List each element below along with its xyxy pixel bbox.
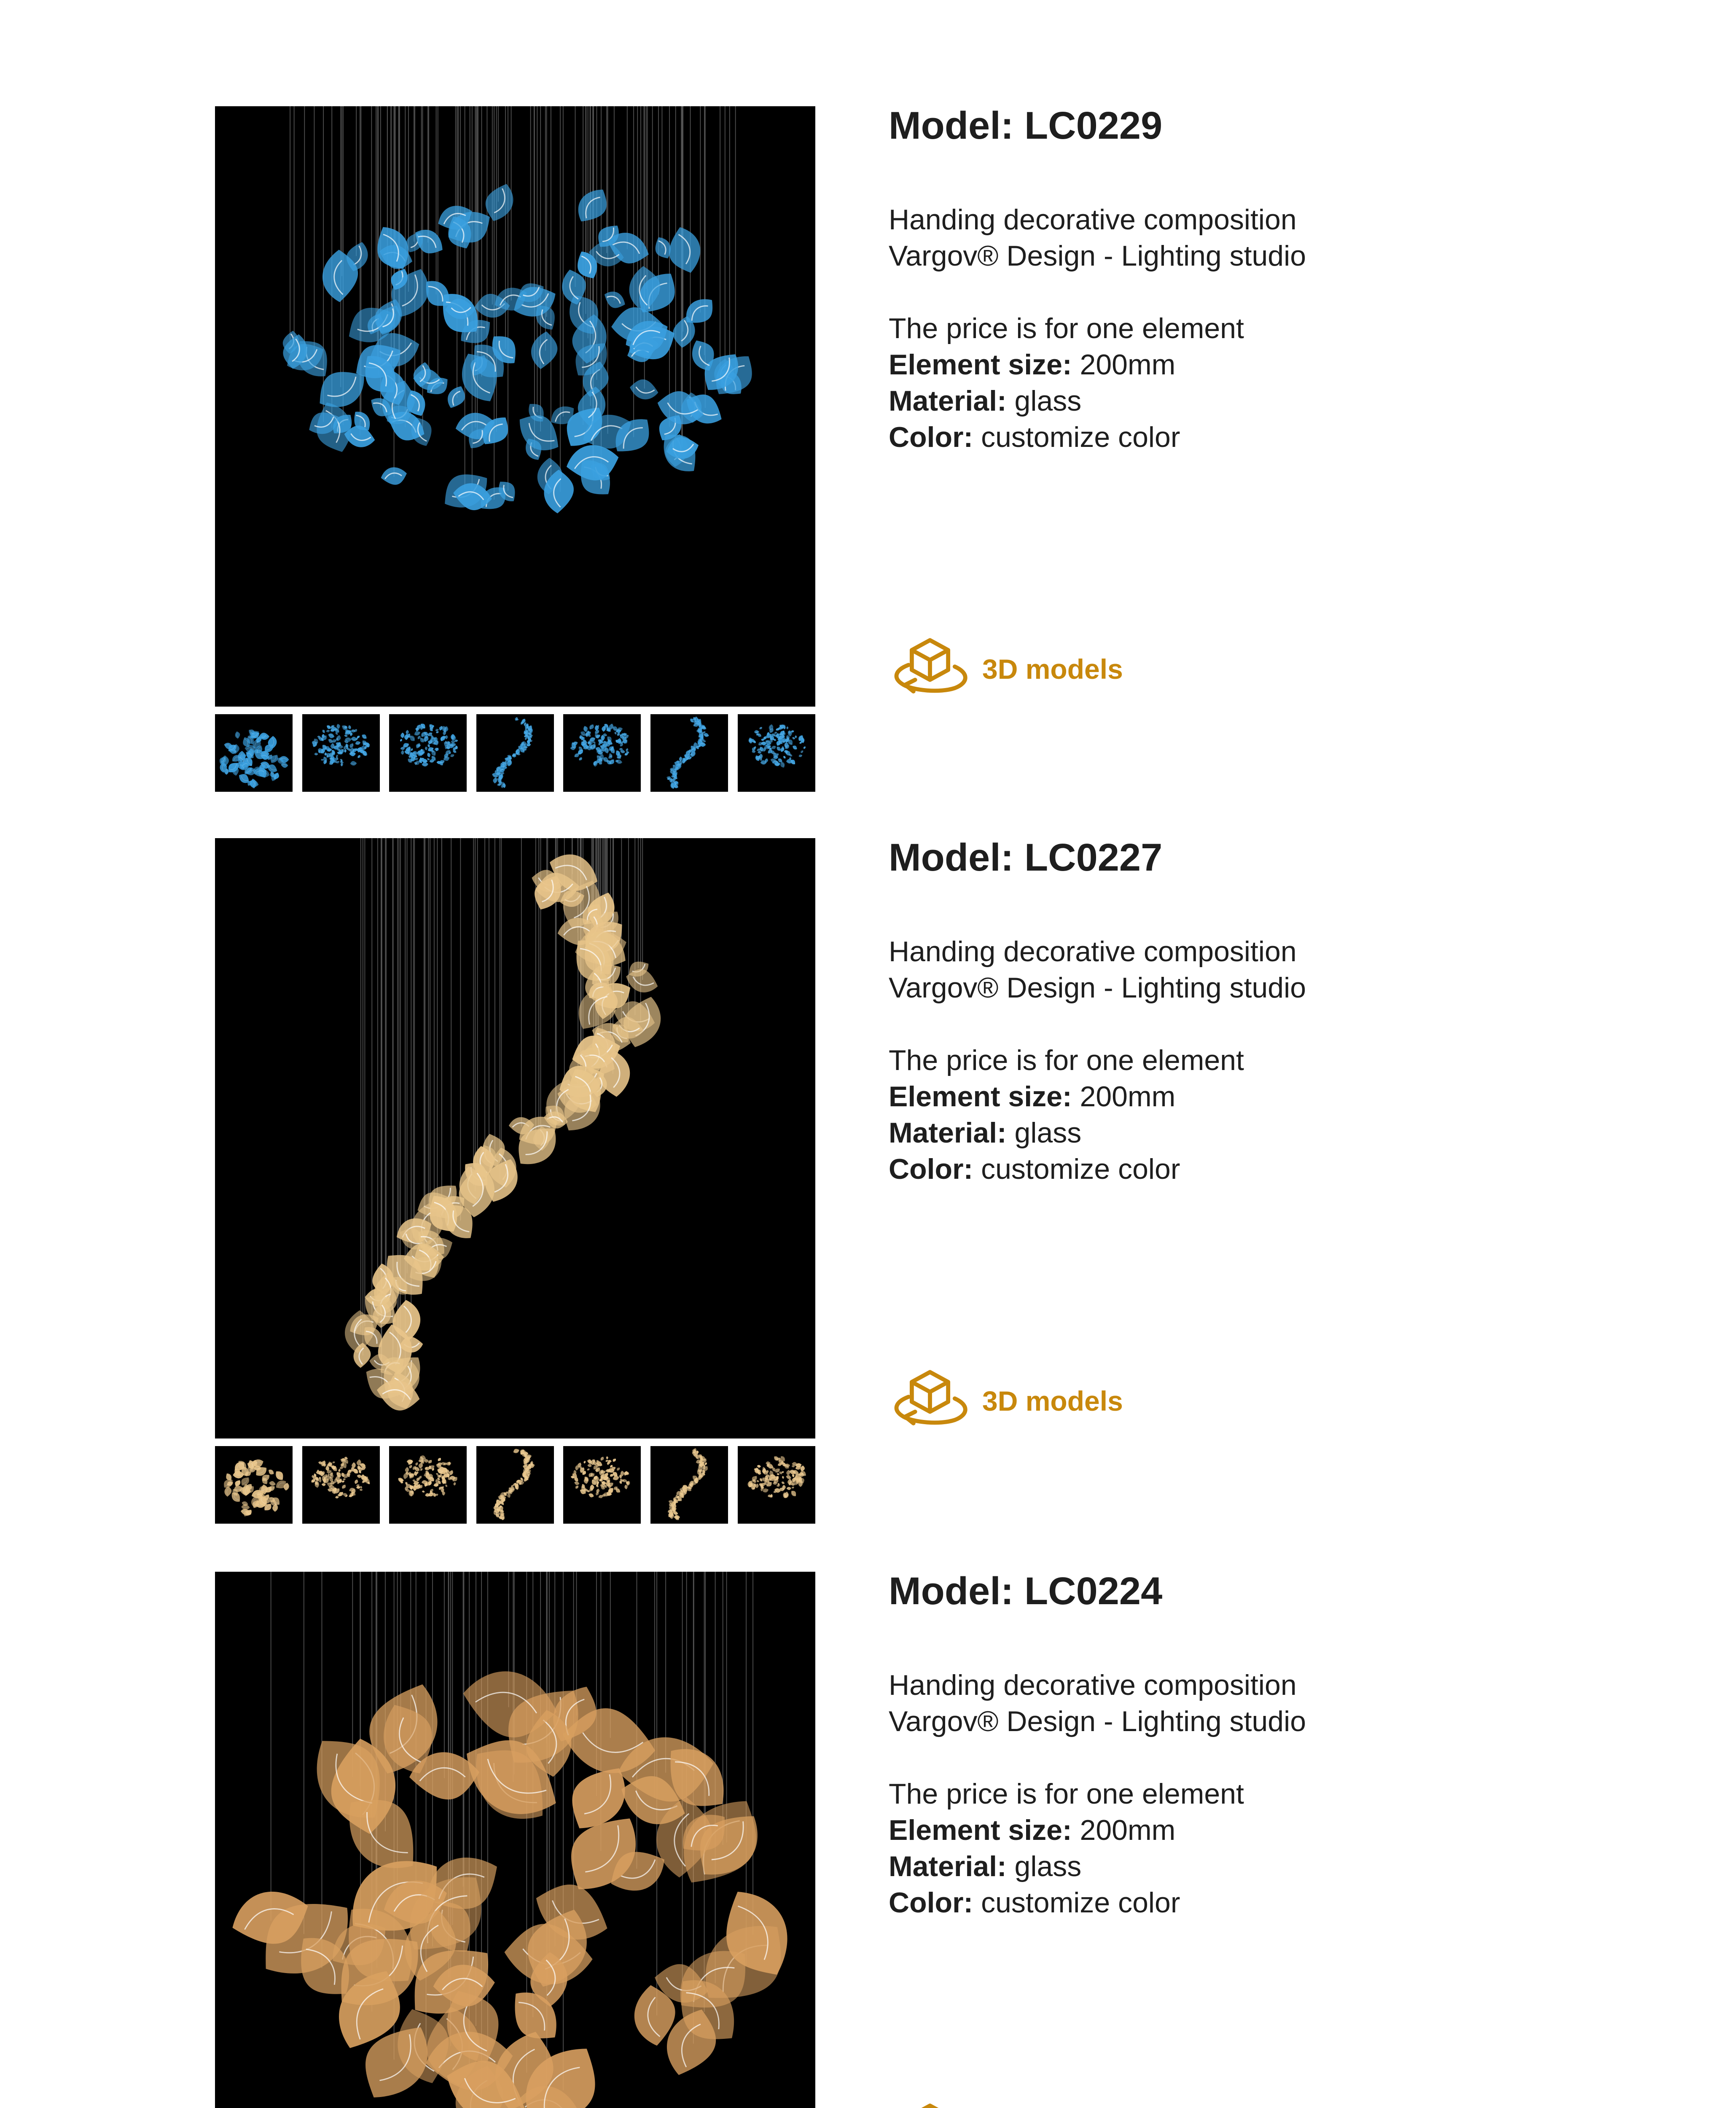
chandelier-art — [215, 1572, 815, 2108]
price-note: The price is for one element — [889, 1778, 1244, 1810]
thumbnail-art — [389, 1446, 467, 1524]
description-line: Handing decorative composition — [889, 1669, 1297, 1701]
material: Material: glass — [889, 1117, 1082, 1149]
thumbnail-6[interactable] — [650, 1446, 728, 1524]
3d-models-link[interactable] — [889, 2099, 1123, 2108]
color: Color: customize color — [889, 1887, 1180, 1919]
color: Color: customize color — [889, 421, 1180, 453]
3d-models-link[interactable] — [889, 1365, 1123, 1437]
thumbnail-1[interactable] — [215, 1446, 293, 1524]
thumbnail-2[interactable] — [302, 714, 380, 792]
element-size: Element size: 200mm — [889, 1814, 1176, 1846]
product-lc0224 — [0, 1572, 1736, 2108]
model-title: Model: LC0224 — [889, 1570, 1163, 1613]
3d-models-link[interactable] — [889, 633, 1123, 705]
chandelier-art — [215, 838, 815, 1438]
thumbnail-6[interactable] — [650, 714, 728, 792]
chandelier-art — [215, 106, 815, 707]
product-lc0229 — [0, 106, 1736, 840]
thumbnail-2[interactable] — [302, 1446, 380, 1524]
3d-cube-rotate-icon — [889, 633, 971, 705]
product-description — [889, 202, 1306, 455]
element-size: Element size: 200mm — [889, 349, 1176, 381]
color: Color: customize color — [889, 1153, 1180, 1185]
product-main-image[interactable] — [215, 1572, 815, 2108]
thumbnail-art — [563, 1446, 641, 1524]
thumbnail-4[interactable] — [476, 1446, 554, 1524]
3d-models-label: 3D models — [982, 653, 1123, 685]
thumbnail-4[interactable] — [476, 714, 554, 792]
studio-line: Vargov® Design - Lighting studio — [889, 1705, 1306, 1737]
product-lc0227 — [0, 838, 1736, 1572]
3d-models-label: 3D models — [982, 1385, 1123, 1417]
thumbnail-art — [738, 714, 815, 792]
price-note: The price is for one element — [889, 1044, 1244, 1076]
thumbnail-5[interactable] — [563, 1446, 641, 1524]
thumbnail-5[interactable] — [563, 714, 641, 792]
material: Material: glass — [889, 385, 1082, 417]
product-description — [889, 933, 1306, 1187]
thumbnail-art — [215, 714, 293, 792]
thumbnail-strip — [215, 1446, 815, 1524]
material: Material: glass — [889, 1850, 1082, 1882]
thumbnail-art — [476, 714, 554, 792]
model-title: Model: LC0229 — [889, 104, 1163, 147]
studio-line: Vargov® Design - Lighting studio — [889, 240, 1306, 272]
product-main-image[interactable] — [215, 106, 815, 707]
thumbnail-art — [650, 1446, 728, 1524]
thumbnail-art — [302, 714, 380, 792]
3d-cube-rotate-icon — [889, 1365, 971, 1437]
thumbnail-art — [738, 1446, 815, 1524]
thumbnail-strip — [215, 714, 815, 792]
thumbnail-1[interactable] — [215, 714, 293, 792]
product-main-image[interactable] — [215, 838, 815, 1438]
thumbnail-3[interactable] — [389, 714, 467, 792]
thumbnail-3[interactable] — [389, 1446, 467, 1524]
3d-cube-rotate-icon — [889, 2099, 971, 2108]
thumbnail-7[interactable] — [738, 714, 815, 792]
product-description — [889, 1667, 1306, 1921]
thumbnail-art — [389, 714, 467, 792]
description-line: Handing decorative composition — [889, 204, 1297, 236]
price-note: The price is for one element — [889, 312, 1244, 344]
thumbnail-7[interactable] — [738, 1446, 815, 1524]
thumbnail-art — [302, 1446, 380, 1524]
thumbnail-art — [476, 1446, 554, 1524]
thumbnail-art — [650, 714, 728, 792]
studio-line: Vargov® Design - Lighting studio — [889, 972, 1306, 1004]
model-title: Model: LC0227 — [889, 836, 1163, 879]
thumbnail-art — [215, 1446, 293, 1524]
description-line: Handing decorative composition — [889, 936, 1297, 968]
element-size: Element size: 200mm — [889, 1081, 1176, 1113]
thumbnail-art — [563, 714, 641, 792]
